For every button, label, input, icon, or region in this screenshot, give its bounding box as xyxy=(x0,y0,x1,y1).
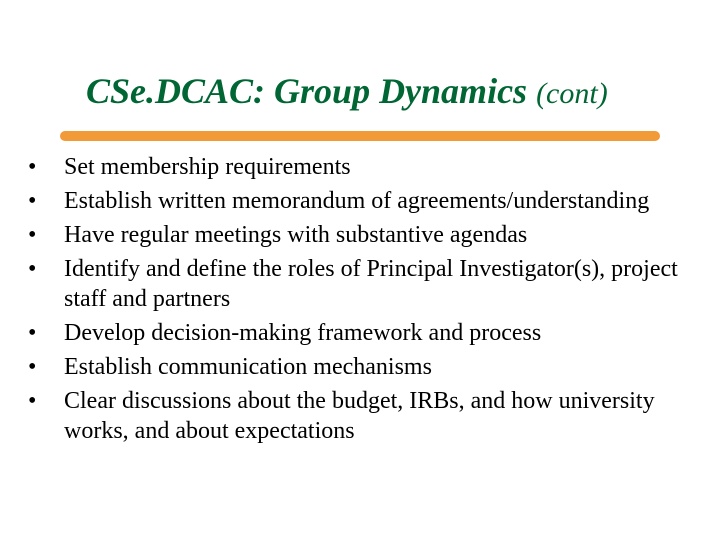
bullet-item: • Clear discussions about the budget, IRBs, and how university works, and about expectations xyxy=(28,386,708,446)
bullet-item: • Identify and define the roles of Principal Investigator(s), project staff and partners xyxy=(28,254,708,314)
bullet-item: • Develop decision-making framework and process xyxy=(28,318,708,348)
bullet-item: • Establish written memorandum of agreements/understanding xyxy=(28,186,708,216)
slide-title-sub: (cont) xyxy=(536,77,608,110)
bullet-item: • Set membership requirements xyxy=(28,152,708,182)
bullet-item: • Have regular meetings with substantive agendas xyxy=(28,220,708,250)
slide-title-main: CSe.DCAC: Group Dynamics xyxy=(86,71,528,111)
bullet-list xyxy=(28,152,708,450)
title-divider xyxy=(60,131,660,141)
slide-title xyxy=(86,72,686,112)
bullet-item: • Establish communication mechanisms xyxy=(28,352,708,382)
